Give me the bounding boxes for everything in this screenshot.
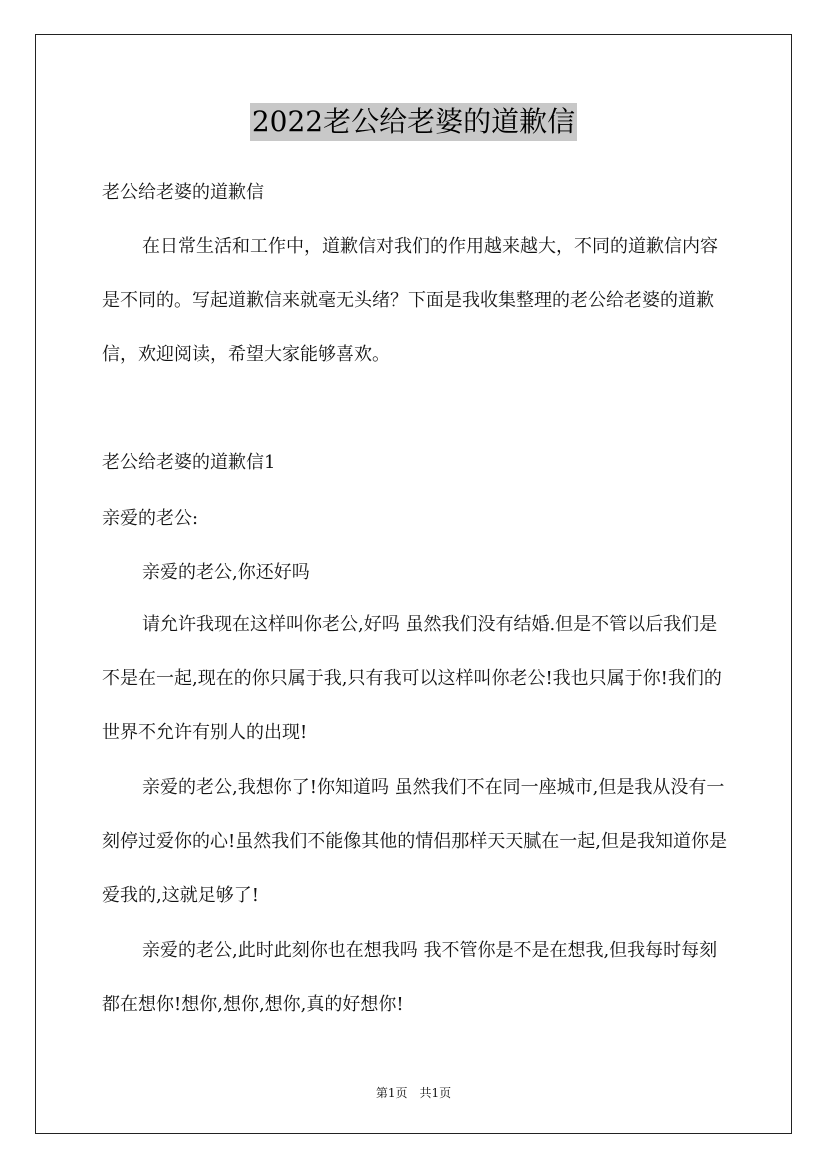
document-title-wrapper	[0, 103, 827, 141]
intro-paragraph: 在日常生活和工作中，道歉信对我们的作用越来越大，不同的道歉信内容是不同的。写起道歉信来就毫无头绪？下面是我收集整理的老公给老婆的道歉信，欢迎阅读，希望大家能够喜欢。	[102, 236, 718, 365]
body-paragraph-3: 亲爱的老公,此时此刻你也在想我吗 我不管你是不是在想我,但我每时每刻都在想你!想你,想你,想你,真的好想你!	[102, 940, 718, 1015]
page-footer: 第1页 共1页	[375, 1086, 452, 1100]
section-heading: 老公给老婆的道歉信1	[102, 452, 276, 473]
document-title: 2022老公给老婆的道歉信	[250, 103, 577, 141]
greeting: 亲爱的老公,你还好吗	[142, 562, 310, 583]
body-paragraph-1: 请允许我现在这样叫你老公,好吗 虽然我们没有结婚.但是不管以后我们是不是在一起,现在的你只属于我,只有我可以这样叫你老公!我也只属于你!我们的世界不允许有别人的出现!	[102, 614, 722, 743]
salutation: 亲爱的老公:	[102, 508, 199, 529]
body-paragraph-2: 亲爱的老公,我想你了!你知道吗 虽然我们不在同一座城市,但是我从没有一刻停过爱你的心!虽然我们不能像其他的情侣那样天天腻在一起,但是我知道你是爱我的,这就足够了!	[102, 777, 727, 906]
document-subtitle: 老公给老婆的道歉信	[102, 182, 264, 203]
